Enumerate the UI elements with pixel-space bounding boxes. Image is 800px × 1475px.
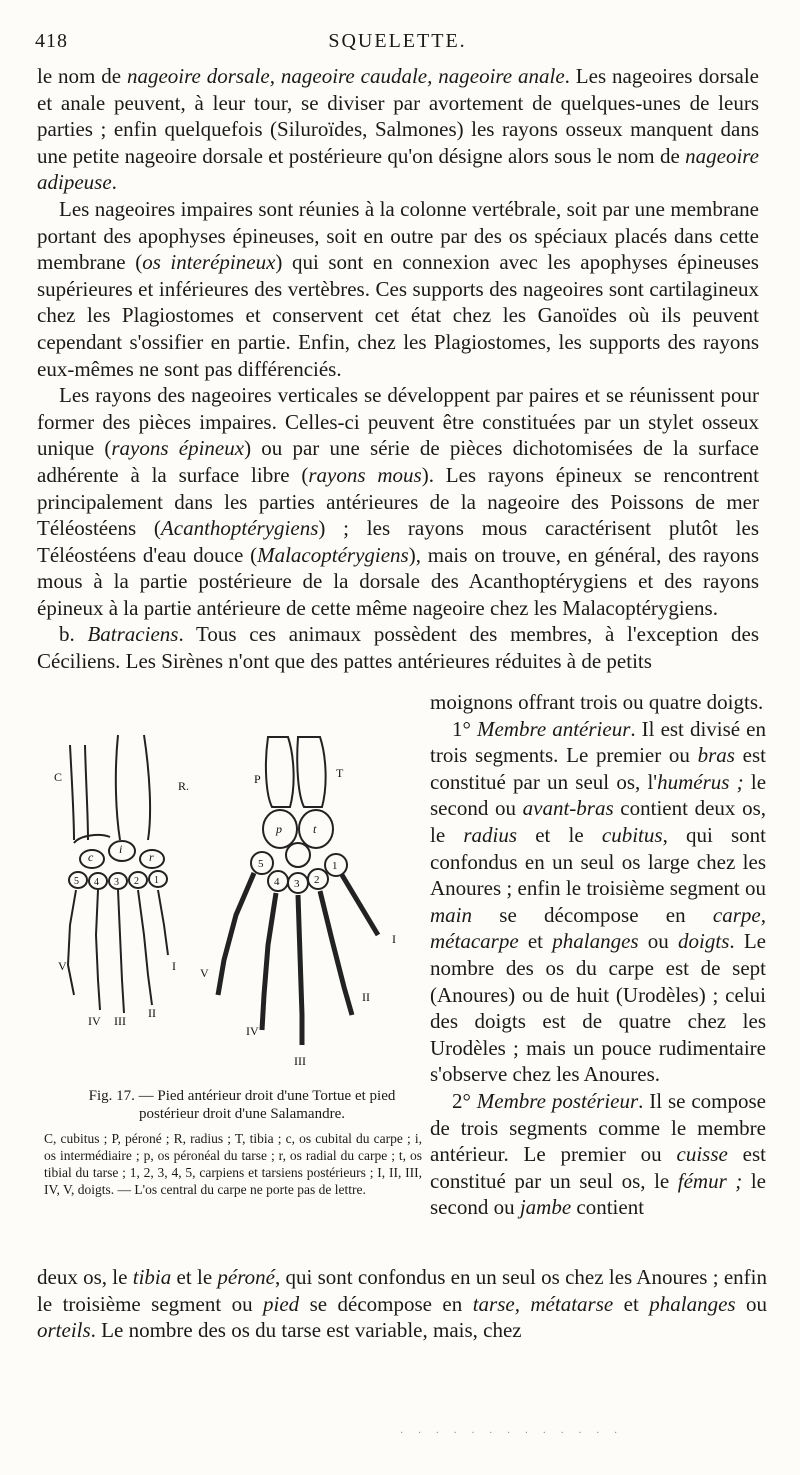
side-column-text [430,689,766,1221]
figure-17-illustration [40,725,425,1080]
label-right-t: t [313,822,317,836]
paragraph-batraciens: b. Batraciens. Tous ces animaux possèdent des membres, à l'exception des Céciliens. Les Sirènes n'ont que des pattes antérieures réduites à de petits [37,622,759,674]
bottom-text [37,1264,767,1344]
label-left-digit-i: I [172,959,176,973]
label-right-p-upper: P [254,772,261,786]
tortoise-digit-iv [96,890,100,1010]
label-left-r-upper: R. [178,779,190,793]
tortoise-digit-i [158,890,168,955]
tortoise-digit-ii [138,890,152,1005]
label-left-digit-v: V [58,959,67,973]
label-left-digit-iv: IV [88,1014,101,1028]
page-header [35,30,760,60]
salamander-digit-v [218,873,254,995]
label-left-3: 3 [114,877,119,888]
paragraph-membre-posterieur-continued: deux os, le tibia et le péroné, qui sont confondus en un seul os chez les Anoures ; enfin le troisième segment ou pied se décompose en tarse, métatarse et phalanges ou orteils. Le nombre des os du tarse est variable, mais, chez [37,1265,767,1343]
salamander-digit-iii [298,895,302,1045]
label-left-1: 1 [154,875,159,886]
figure-17-svg [40,725,425,1080]
running-title: SQUELETTE. [328,30,467,52]
paragraph-fin-rays: Les rayons des nageoires verticales se développent par paires et se réunissent pour former des pièces impaires. Celles-ci peuvent être constituées par un stylet osseux unique (rayons épineux) ou par une série de pièces dichotomisées de la surface adhérente à la surface libre (rayons mous). Les rayons épineux se rencontrent principalement dans les parties antérieures de la nageoire des Poissons de mer Téléostéens (Acanthoptérygiens) ; les rayons mous caractérisent plutôt les Téléostéens d'eau douce (Malacoptérygiens), mais on trouve, en général, des rayons mous à la partie postérieure de la dorsale des Acanthoptérygiens et des rayons épineux à la partie antérieure de cette même nageoire chez les Malacoptérygiens. [37,383,760,620]
label-left-c-upper: C [54,770,63,784]
salamander-digit-iv [262,893,276,1030]
label-left-r: r [149,850,154,864]
paragraph-unpaired-fins: Les nageoires impaires sont réunies à la colonne vertébrale, soit par une membrane portant des apophyses épineuses, soit en outre par des os spéciaux placés dans cette membrane (os interépineux) qui sont en connexion avec les apophyses épineuses supérieures et inférieures des vertèbres. Ces supports des nageoires sont cartilagineux chez les Plagiostomes et conservent cet état chez les Ganoïdes où ils peuvent cependant s'ossifier en partie. Enfin, chez les Plagiostomes, les supports des rayons eux-mêmes ne sont pas différenciés. [37,196,759,381]
label-left-digit-ii: II [148,1006,156,1020]
label-right-4: 4 [274,876,280,888]
tortoise-foot-drawing [68,735,168,1013]
tortoise-radius-bone [116,735,120,840]
salamander-foot-drawing [218,737,378,1045]
tortoise-cubitus-bone [70,745,74,840]
label-right-5: 5 [258,858,264,870]
label-right-digit-v: V [200,966,209,980]
tortoise-digit-iii [118,890,124,1013]
paragraph-membre-posterieur: 2° Membre postérieur. Il se compose de trois segments comme le membre antérieur. Le premier ou cuisse est constitué par un seul os, le fémur ; le second ou jambe contient [430,1088,767,1220]
salamander-digit-i [342,875,378,935]
salamander-central-tarsal [286,843,310,867]
label-right-1: 1 [332,860,338,872]
figure-caption: Fig. 17. — Pied antérieur droit d'une Tortue et pied postérieur droit d'une Salamandre. [88,1088,396,1122]
label-left-c: c [88,850,94,864]
label-right-digit-iv: IV [246,1024,259,1038]
scan-artifact: · · · · · · · · · · · · · [400,1428,624,1439]
page-number: 418 [35,30,68,52]
tortoise-cubitus-bone-edge [85,745,88,840]
salamander-digit-ii [320,891,352,1015]
label-left-digit-iii: III [114,1014,126,1028]
label-right-p: p [276,822,282,836]
paragraph-fins-names: le nom de nageoire dorsale, nageoire caudale, nageoire anale. Les nageoires dorsale et anale peuvent, à leur tour, se diviser par avortement de quelques-unes de leurs parties ; enfin quelquefois (Siluroïdes, Salmones) les rayons osseux manquent dans une petite nageoire dorsale et postérieure qu'on désigne alors sous le nom de nageoire adipeuse. [37,64,759,195]
label-right-t-upper: T [336,766,344,780]
paragraph-membre-anterieur: 1° Membre antérieur. Il est divisé en trois segments. Le premier ou bras est constitué par un seul os, l'humérus ; le second ou avant-bras contient deux os, le radius et le cubitus, qui sont confondus en un seul os large chez les Anoures ; enfin le troisième segment ou main se décompose en carpe, métacarpe et phalanges ou doigts. Le nombre des os du carpe est de sept (Anoures) ou de huit (Urodèles) ; celui des doigts est de quatre chez les Urodèles ; mais un pouce rudimentaire s'observe chez les Anoures. [430,716,767,1087]
label-right-2: 2 [314,874,320,886]
label-left-2: 2 [134,876,139,887]
salamander-perone-bone [266,737,294,807]
label-left-5: 5 [74,876,79,887]
intro-text [37,63,759,675]
label-right-digit-i: I [392,932,396,946]
paragraph-sirenes-end: moignons offrant trois ou quatre doigts. [430,690,764,714]
label-left-i: i [119,842,123,856]
figure-legend: C, cubitus ; P, péroné ; R, radius ; T, tibia ; c, os cubital du carpe ; i, os intermédiaire ; p, os péronéal du tarse ; r, os radial du carpe ; t, os tibial du tarse ; 1, 2, 3, 4, 5, carpiens et tarsiens postérieurs ; I, II, III, IV, V, doigts. — L'os central du carpe ne porte pas de lettre. [44,1131,422,1197]
label-right-3: 3 [294,878,300,890]
salamander-tibia-bone [297,737,325,807]
label-right-digit-iii: III [294,1054,306,1068]
tortoise-carpal-row [74,835,110,843]
label-left-4: 4 [94,877,99,888]
label-right-digit-ii: II [362,990,370,1004]
figure-labels [54,766,396,1068]
tortoise-radius-bone-edge [144,735,150,840]
tortoise-digit-v [68,890,76,995]
